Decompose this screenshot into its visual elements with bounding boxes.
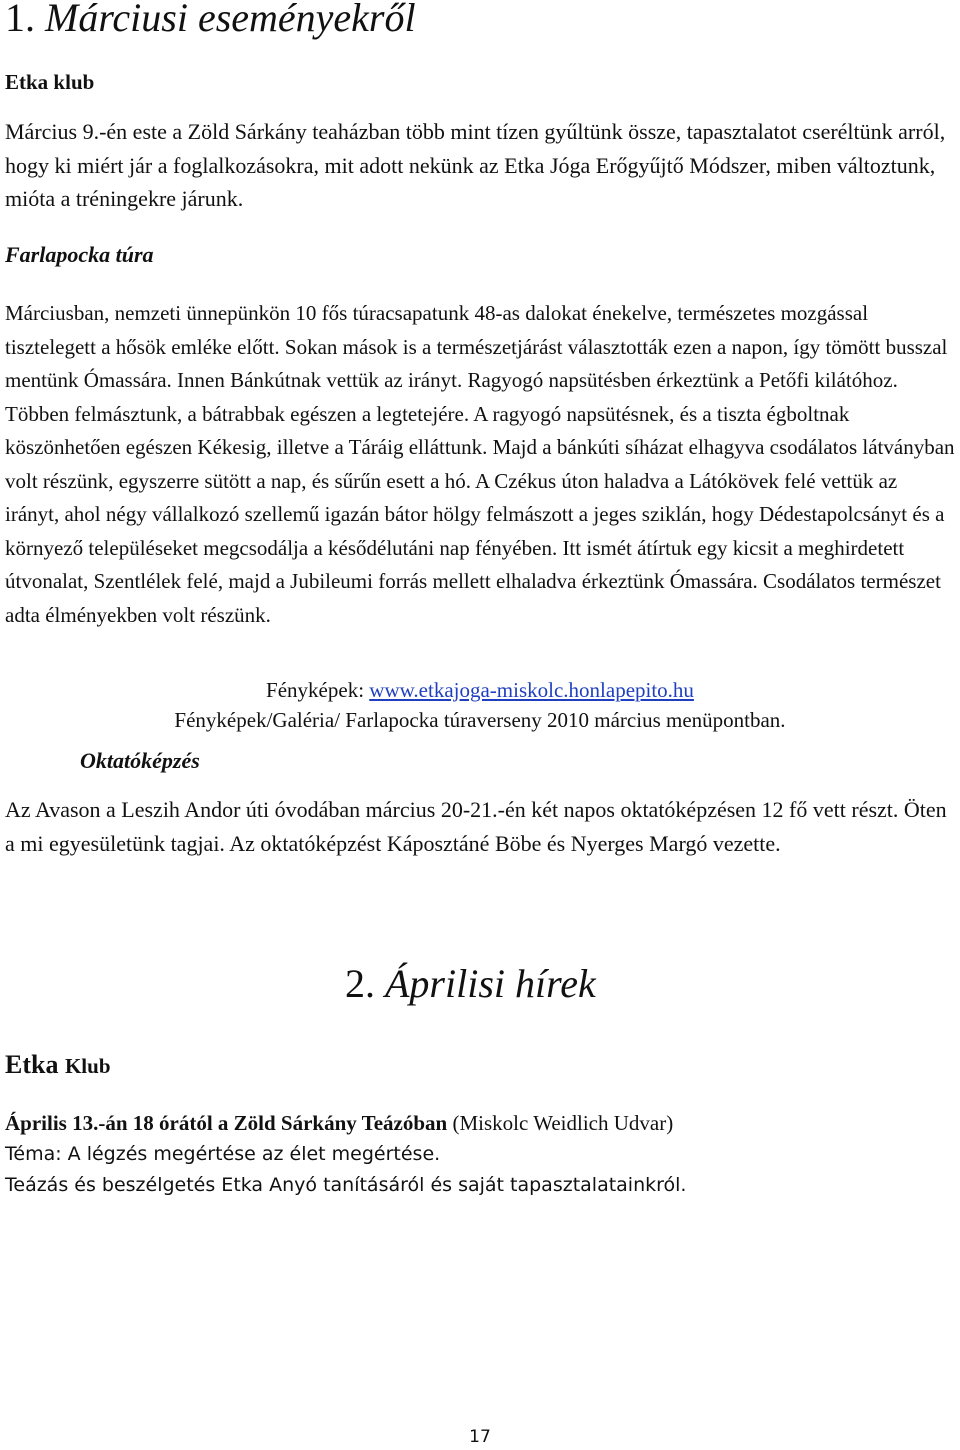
photos-gallery-line: Fényképek/Galéria/ Farlapocka túraverseny 2010 március menüpontban. <box>174 708 786 732</box>
event-rest: (Miskolc Weidlich Udvar) <box>447 1111 674 1135</box>
club-big: Etka <box>5 1050 65 1079</box>
heading-marcius <box>5 0 416 41</box>
topic-line: Téma: A légzés megértése az élet megértése. <box>5 1143 441 1165</box>
heading-number: 2. <box>345 961 385 1006</box>
tea-line: Teázás és beszélgetés Etka Anyó tanításáról és saját tapasztalatainkról. <box>5 1174 687 1196</box>
event-bold: Április 13.-án 18 órától a Zöld Sárkány Teázóban <box>5 1111 448 1135</box>
photos-line <box>0 678 960 703</box>
club-small: Klub <box>64 1054 111 1078</box>
photos-label: Fényképek: <box>266 678 370 702</box>
heading-text: Áprilisi hírek <box>385 961 596 1006</box>
heading-aprilis <box>345 960 596 1007</box>
paragraph-etka-club: Március 9.-én este a Zöld Sárkány teaházban több mint tízen gyűltünk össze, tapasztalatot cseréltünk arról, hogy ki miért jár a foglalkozásokra, mit adott nekünk az Etka Jóga Erőgyűjtő Módszer, miben változtunk, mióta a tréningekre járunk. <box>5 119 946 211</box>
aprilis-event-block <box>5 1108 955 1201</box>
etka-club-title: Etka klub <box>5 70 95 94</box>
heading-number: 1. <box>5 0 45 40</box>
paragraph-oktatokepzes: Az Avason a Leszih Andor úti óvodában március 20-21.-én két napos oktatóképzésen 12 fő vett részt. Öten a mi egyesületünk tagjai. Az oktatóképzést Káposztáné Böbe és Nyerges Margó vezette. <box>5 797 947 856</box>
paragraph-farlapocka: Márciusban, nemzeti ünnepünkön 10 fős túracsapatunk 48-as dalokat énekelve, természetes mozgással tisztelegett a hősök emléke előtt. Sokan mások is a természetjárást választották ezen a napon, így tömött busszal mentünk Ómassára. Innen Bánkútnak vettük az irányt. Ragyogó napsütésben érkeztünk a Petőfi kilátóhoz. Többen felmásztunk, a bátrabbak egészen a legtetejére. A ragyogó napsütésnek, és a tiszta égboltnak köszönhetően egészen Kékesig, illetve a Táráig elláttunk. Majd a bánkúti síházat elhagyva csodálatos látványban volt részünk, egyszerre sütött a nap, és sűrűn esett a hó. A Czékus úton haladva a Látókövek felé vettük az irányt, ahol négy vállalkozó szellemű igazán bátor hölgy felmászott a jeges sziklán, hogy Dédestapolcsányt és a környező településeket megcsodálja a késődélutáni nap fényében. Itt ismét átírtuk egy kicsit a meghirdetett útvonalat, Szentlélek felé, majd a Jubileumi forrás mellett elhaladva érkeztünk Ómassára. Csodálatos természet adta élményekben volt részünk. <box>5 301 955 627</box>
etka-klub-title <box>5 1050 111 1080</box>
page-number: 17 <box>469 1427 491 1447</box>
event-line <box>5 1108 955 1139</box>
photos-link[interactable]: www.etkajoga-miskolc.honlapepito.hu <box>369 678 694 702</box>
farlapocka-title: Farlapocka túra <box>5 242 154 267</box>
oktatokepzes-title: Oktatóképzés <box>80 748 200 773</box>
heading-text: Márciusi eseményekről <box>45 0 416 40</box>
